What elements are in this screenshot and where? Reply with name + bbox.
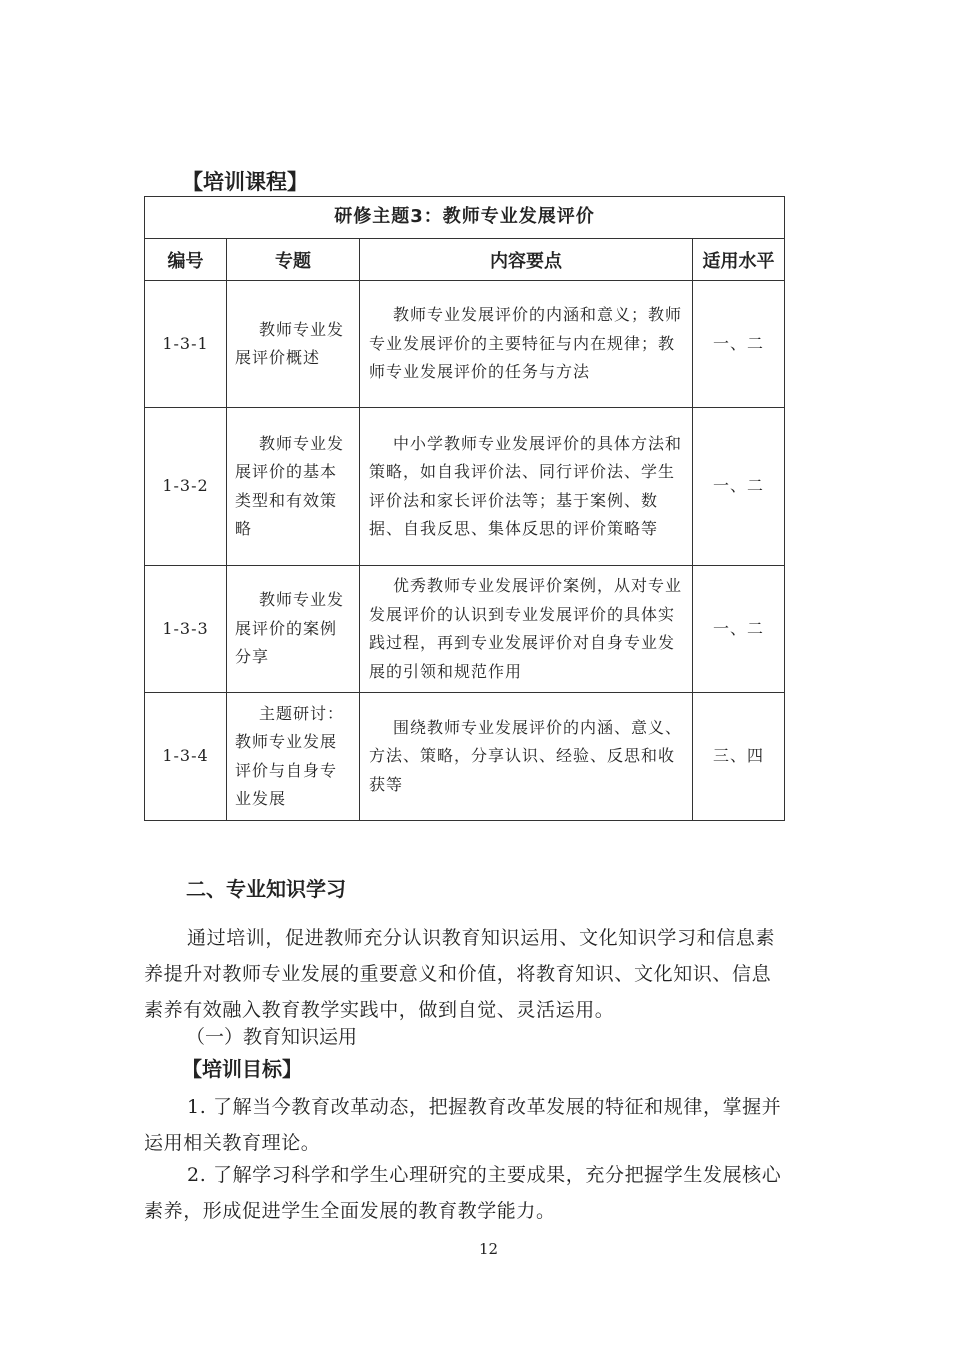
header-content: 内容要点 (360, 239, 693, 281)
row-no: 1-3-4 (145, 693, 227, 821)
row-level: 三、四 (693, 693, 785, 821)
table-row (145, 281, 785, 408)
header-topic: 专题 (227, 239, 360, 281)
header-level: 适用水平 (693, 239, 785, 281)
course-table (144, 196, 785, 821)
goal-title: 【培训目标】 (182, 1057, 302, 1081)
goal-item: 2. 了解学习科学和学生心理研究的主要成果，充分把握学生发展核心素养，形成促进学生全面发展的教育教学能力。 (144, 1164, 782, 1222)
row-level: 一、二 (693, 408, 785, 566)
header-no: 编号 (145, 239, 227, 281)
page-number: 12 (478, 1240, 499, 1258)
section-title: 【培训课程】 (182, 170, 308, 194)
row-content: 教师专业发展评价的内涵和意义；教师专业发展评价的主要特征与内在规律；教师专业发展评价的任务与方法 (360, 281, 693, 408)
table-caption: 研修主题3：教师专业发展评价 (145, 197, 785, 239)
section-heading: 二、专业知识学习 (186, 877, 346, 901)
table-header-row (145, 239, 785, 281)
row-level: 一、二 (693, 281, 785, 408)
body-paragraph: 通过培训，促进教师充分认识教育知识运用、文化知识学习和信息素养提升对教师专业发展的重要意义和价值，将教育知识、文化知识、信息素养有效融入教育教学实践中，做到自觉、灵活运用。 (144, 927, 776, 1021)
row-content: 围绕教师专业发展评价的内涵、意义、方法、策略，分享认识、经验、反思和收获等 (360, 693, 693, 821)
row-topic: 教师专业发展评价的基本类型和有效策略 (227, 408, 360, 566)
table-row (145, 408, 785, 566)
row-no: 1-3-2 (145, 408, 227, 566)
row-no: 1-3-3 (145, 566, 227, 693)
row-topic: 教师专业发展评价概述 (227, 281, 360, 408)
goal-item: 1. 了解当今教育改革动态，把握教育改革发展的特征和规律，掌握并运用相关教育理论。 (144, 1096, 782, 1154)
row-topic: 教师专业发展评价的案例分享 (227, 566, 360, 693)
table-row (145, 693, 785, 821)
row-level: 一、二 (693, 566, 785, 693)
row-content: 优秀教师专业发展评价案例，从对专业发展评价的认识到专业发展评价的具体实践过程，再到专业发展评价对自身专业发展的引领和规范作用 (360, 566, 693, 693)
table-row (145, 566, 785, 693)
row-content: 中小学教师专业发展评价的具体方法和策略，如自我评价法、同行评价法、学生评价法和家长评价法等；基于案例、数据、自我反思、集体反思的评价策略等 (360, 408, 693, 566)
row-no: 1-3-1 (145, 281, 227, 408)
subheading: （一）教育知识运用 (186, 1026, 358, 1048)
row-topic: 主题研讨：教师专业发展评价与自身专业发展 (227, 693, 360, 821)
